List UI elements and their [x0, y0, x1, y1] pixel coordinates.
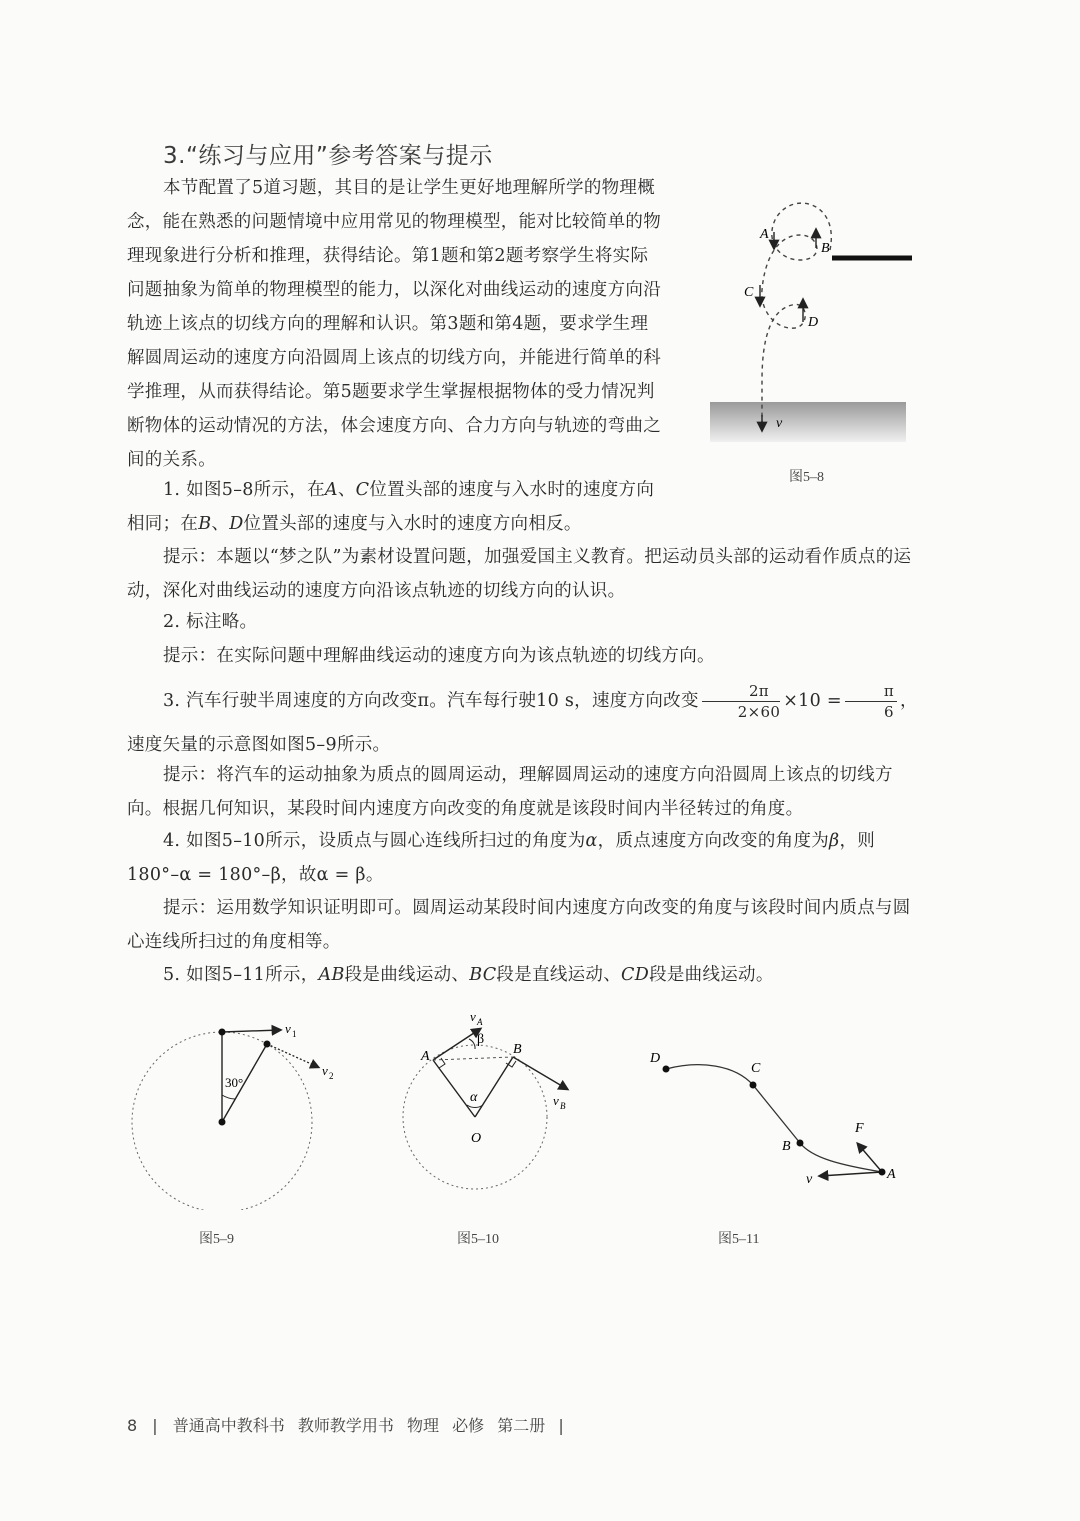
- figure-5-11: [640, 1040, 910, 1200]
- label-A: A: [887, 1167, 896, 1182]
- alpha-label: α: [470, 1090, 478, 1105]
- label-B: B: [513, 1042, 522, 1057]
- figure-5-8: [700, 180, 920, 450]
- caption-5-11: 图5–11: [718, 1232, 760, 1247]
- q1-text-1: 1. 如图5–8所示，在: [163, 480, 325, 500]
- q4-text-2: ，质点速度方向改变的角度为: [597, 831, 830, 851]
- label-vB-sub: B: [560, 1101, 566, 1111]
- page-number: 8: [127, 1416, 138, 1435]
- label-A: A: [421, 1049, 430, 1064]
- footer-volume: 第二册: [497, 1416, 546, 1435]
- q3-answer: [127, 679, 927, 767]
- label-B: B: [782, 1139, 791, 1154]
- q3-fraction-2: [845, 681, 897, 722]
- footer-subject: 物理: [406, 1416, 439, 1435]
- q5-CD: CD: [621, 965, 650, 985]
- q4-alpha: α: [585, 831, 598, 851]
- q1-A: A: [324, 480, 338, 500]
- radius-OB: [475, 1057, 513, 1117]
- label-v1: v: [285, 1021, 291, 1036]
- q5-text-2: 段是曲线运动、: [344, 965, 470, 985]
- trajectory-path: [762, 203, 831, 428]
- footer-type: 必修: [452, 1416, 485, 1435]
- q3-text-2: ，速度矢量的示意图如图5–9所示。: [127, 691, 918, 755]
- figure-5-9: [130, 1015, 350, 1210]
- q4-text-3: ，则: [839, 831, 876, 851]
- q1-text-3: 位置头部的速度与入水时的速度方向相反。: [243, 514, 582, 534]
- q1-answer: [127, 473, 665, 541]
- label-D: D: [808, 315, 819, 330]
- q2-hint: 提示：在实际问题中理解曲线运动的速度方向为该点轨迹的切线方向。: [163, 646, 715, 666]
- vector-vA: [433, 1029, 480, 1060]
- q5-BC: BC: [469, 965, 497, 985]
- caption-5-9: 图5–9: [199, 1232, 234, 1247]
- label-C: C: [751, 1061, 761, 1076]
- q5-text-3: 段是直线运动、: [496, 965, 622, 985]
- intro-paragraph: 本节配置了5道习题，其目的是让学生更好地理解所学的物理概念，能在熟悉的问题情境中应用常见的物理模型，能对比较简单的物理现象进行分析和推理，获得结论。第1题和第2题考察学生将实际问题抽象为简单的物理模型的能力，以深化对曲线运动的速度方向沿轨迹上该点的切线方向的理解和认识。第3题和第4题，要求学生理解圆周运动的速度方向沿圆周上该点的切线方向，并能进行简单的科学推理，从而获得结论。第5题要求学生掌握根据物体的受力情况判断物体的运动情况的方法，体会速度方向、合力方向与轨迹的弯曲之间的关系。: [127, 178, 661, 470]
- footer-book: 普通高中教科书: [172, 1416, 285, 1435]
- label-vA-sub: A: [477, 1017, 483, 1027]
- label-vA: v: [470, 1009, 476, 1024]
- q3-fraction-1: [702, 681, 780, 722]
- vector-v1: [222, 1030, 280, 1032]
- label-A: A: [760, 227, 769, 242]
- q3-frac1-num: 2π: [702, 681, 780, 702]
- q3-frac2-num: π: [845, 681, 897, 702]
- label-vB: v: [553, 1093, 559, 1108]
- footer-series: 教师教学用书: [297, 1416, 394, 1435]
- q2-answer: 2. 标注略。: [163, 612, 258, 632]
- q3-mid: ×10 =: [783, 691, 842, 711]
- q5-text-1: 5. 如图5–11所示，: [163, 965, 319, 985]
- q5-text-4: 段是曲线运动。: [649, 965, 774, 985]
- trajectory-path: [666, 1065, 882, 1172]
- q5-AB: AB: [318, 965, 345, 985]
- caption-5-8: 图5–8: [789, 470, 824, 485]
- label-B: B: [821, 241, 830, 256]
- vector-vB: [513, 1057, 567, 1089]
- angle-label: 30°: [225, 1075, 244, 1090]
- label-v2-sub: 2: [329, 1071, 334, 1081]
- q1-hint: 提示：本题以“梦之队”为素材设置问题，加强爱国主义教育。把运动员头部的运动看作质点的运动，深化对曲线运动的速度方向沿该点轨迹的切线方向的认识。: [127, 547, 912, 601]
- beta-label: β: [477, 1032, 485, 1047]
- q1-sep-1: 、: [337, 480, 356, 500]
- label-D: D: [650, 1051, 661, 1066]
- q4-answer: [127, 824, 927, 892]
- q3-hint: 提示：将汽车的运动抽象为质点的圆周运动，理解圆周运动的速度方向沿圆周上该点的切线方向。根据几何知识，某段时间内速度方向改变的角度就是该段时间内半径转过的角度。: [127, 765, 893, 819]
- q3-frac2-den: 6: [884, 703, 894, 721]
- radius-OA: [433, 1060, 475, 1117]
- q1-text-2: 位置头部的速度与入水时的速度方向相同；在: [127, 480, 655, 534]
- q4-beta: β: [829, 831, 840, 851]
- label-v1-sub: 1: [292, 1029, 297, 1039]
- q5-answer: [127, 958, 927, 992]
- vector-v2: [267, 1044, 318, 1067]
- water-surface: [710, 402, 906, 442]
- q4-text-1: 4. 如图5–10所示，设质点与圆心连线所扫过的角度为: [163, 831, 586, 851]
- q1-sep-2: 、: [211, 514, 230, 534]
- q1-C: C: [355, 480, 370, 500]
- q4-hint: 提示：运用数学知识证明即可。圆周运动某段时间内速度方向改变的角度与该段时间内质点与圆心连线所扫过的角度相等。: [127, 898, 911, 952]
- figure-5-10: [395, 1005, 590, 1210]
- q3-frac1-den: 2×60: [737, 703, 781, 721]
- label-O: O: [471, 1131, 482, 1146]
- caption-5-10: 图5–10: [457, 1232, 499, 1247]
- label-v: v: [806, 1172, 813, 1187]
- label-v: v: [776, 416, 783, 431]
- q1-B: B: [198, 514, 212, 534]
- section-heading: 3.“练习与应用”参考答案与提示: [163, 143, 493, 169]
- label-C: C: [744, 285, 754, 300]
- q1-D: D: [229, 514, 244, 534]
- vector-v: [820, 1172, 882, 1176]
- label-F: F: [855, 1121, 864, 1136]
- q4-equation: 180°–α = 180°–β，故α = β。: [127, 865, 384, 885]
- label-v2: v: [322, 1063, 328, 1078]
- q3-text-1: 3. 汽车行驶半周速度的方向改变π。汽车每行驶10 s，速度方向改变: [163, 691, 699, 711]
- page-footer: 8 | 普通高中教科书 教师教学用书 物理 必修 第二册 |: [127, 1416, 564, 1435]
